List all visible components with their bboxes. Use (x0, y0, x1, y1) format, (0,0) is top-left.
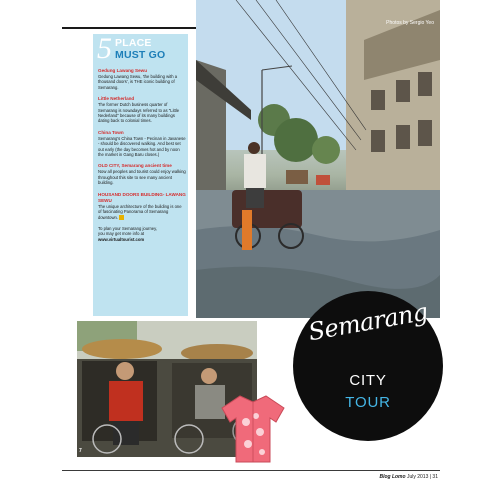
sidebar-footer-link[interactable]: www.virtualtourist.com (98, 236, 145, 242)
place-description: Now all peoples and tourist could enjoy walking throughout this site to see many ancient building. (98, 169, 186, 186)
sidebar-number: 5 (97, 32, 112, 65)
tour-label: TOUR (345, 394, 391, 411)
sidebar-footer-line2: you may get more info at (98, 231, 145, 237)
place-item (98, 130, 186, 158)
footer-text: July 2013 | 31 (405, 474, 438, 480)
places-sidebar (93, 34, 188, 316)
photo-number: 7 (79, 448, 82, 454)
place-description (98, 204, 186, 220)
sidebar-heading (97, 34, 187, 66)
place-item (98, 68, 186, 90)
place-description: Gedung Lawang Sewu, 'the building with a thousand doors', is THE iconic building of Semarang. (98, 74, 178, 90)
place-description: Semarang's China Town - Pecinan in Javanese - should be discovered walking. And best set out early (the day becomes hot and by noon the market in Gang Baru closes.) (98, 135, 186, 158)
script-title: Semarang (306, 297, 430, 347)
place-title: China Town (98, 129, 124, 135)
batik-shirt-image (220, 392, 286, 464)
sidebar-footer (98, 226, 186, 242)
place-item (98, 96, 186, 124)
sidebar-heading-line1: PLACE (115, 37, 152, 49)
place-item (98, 163, 186, 185)
flooded-street-photo (196, 0, 440, 318)
sidebar-footer-line1: To plan your Semarang journey, (98, 225, 158, 231)
city-label: CITY (349, 372, 387, 389)
bottom-rule (62, 470, 440, 471)
sidebar-heading-line2: MUST GO (115, 49, 166, 61)
place-item (98, 192, 186, 220)
place-description: The former Dutch business quarter of Semarang is nowadays referred to as "Little Nederland" because of its many buildings dating back to colonial times. (98, 102, 180, 124)
end-mark-icon (119, 215, 124, 220)
footer-brand: Blog Lomo (379, 474, 406, 480)
page-footer (379, 474, 438, 480)
place-title: OLD CITY, Semarang ancient time (98, 163, 172, 169)
flooded-street-illustration (196, 0, 440, 318)
place-title: Gedung Lawang Sewu (98, 68, 148, 73)
sidebar-list (98, 68, 186, 242)
place-title: Little Netherland (98, 96, 135, 102)
place-title: HOUSAND DOORS BUILDING- LAWANG SEWU (98, 191, 186, 203)
photo-credit: Photos by Sergio Yeo (386, 20, 434, 26)
shirt-icon (220, 392, 286, 464)
place-description-text: The unique architecture of the building is one of fascinating Panorama of Semarang downtown. (98, 203, 182, 220)
